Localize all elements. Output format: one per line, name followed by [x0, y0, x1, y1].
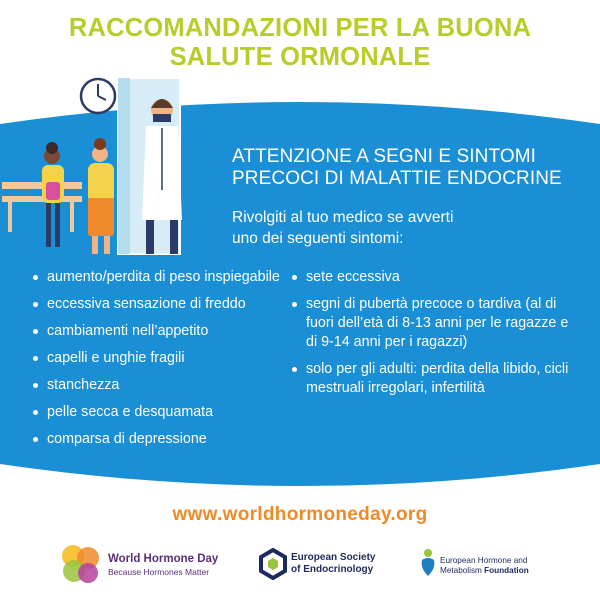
- ehmf-line-2b: Foundation: [484, 566, 529, 575]
- ese-text: [291, 552, 375, 576]
- list-item: sete eccessiva: [292, 268, 582, 287]
- intro-line-1: Rivolgiti al tuo medico se avverti: [232, 209, 454, 226]
- list-item: stanchezza: [33, 376, 293, 395]
- doctor-office-illustration: [0, 70, 230, 260]
- list-item: segni di pubertà precoce o tardiva (al di fuori dell’età di 8-13 anni per le ragazze e di 9-14 anni per i ragazzi): [292, 295, 582, 352]
- list-item: pelle secca e desquamata: [33, 403, 293, 422]
- intro-text: [232, 207, 562, 249]
- ese-line-1: European Society: [291, 552, 376, 563]
- ese-line-2: of Endocrinology: [291, 564, 374, 575]
- ese-logo-icon: [258, 548, 288, 580]
- list-item: cambiamenti nell’appetito: [33, 322, 293, 341]
- world-hormone-day-logo: [58, 538, 258, 594]
- website-link[interactable]: www.worldhormoneday.org: [172, 504, 428, 525]
- whd-title: World Hormone Day: [108, 553, 219, 565]
- title-line-1: RACCOMANDAZIONI PER LA BUONA: [68, 14, 532, 42]
- ehmf-line-1: European Hormone and: [440, 556, 528, 565]
- partner-logos: [0, 538, 600, 594]
- ehmf-line-2a: Metabolism: [440, 566, 485, 575]
- whd-subtitle: Because Hormones Matter: [108, 567, 210, 577]
- intro-line-2: uno dei seguenti sintomi:: [232, 230, 404, 247]
- patient-figure: [88, 138, 114, 254]
- section-heading: [232, 146, 592, 190]
- ese-logo: [258, 538, 408, 594]
- ehmf-line-2: [440, 566, 529, 576]
- heading-line-2: PRECOCI DI MALATTIE ENDOCRINE: [232, 168, 562, 189]
- clock-icon: [81, 79, 115, 113]
- title-line-2: SALUTE ORMONALE: [169, 43, 431, 71]
- page-title: [0, 14, 600, 72]
- heading-line-1: ATTENZIONE A SEGNI E SINTOMI: [232, 146, 537, 167]
- list-item: eccessiva sensazione di freddo: [33, 295, 293, 314]
- list-item: capelli e unghie fragili: [33, 349, 293, 368]
- whd-logo-icon: [58, 542, 104, 588]
- ehmf-logo: [418, 538, 588, 594]
- patient-figure: [42, 142, 64, 247]
- list-item: comparsa di depressione: [33, 430, 293, 449]
- ehmf-logo-icon: [418, 548, 440, 578]
- symptoms-list-right: [292, 268, 582, 406]
- list-item: aumento/perdita di peso inspiegabile: [33, 268, 293, 287]
- symptoms-list-left: [33, 268, 293, 457]
- ehmf-text: [440, 556, 529, 576]
- list-item: solo per gli adulti: perdita della libido, cicli mestruali irregolari, infertilità: [292, 360, 582, 398]
